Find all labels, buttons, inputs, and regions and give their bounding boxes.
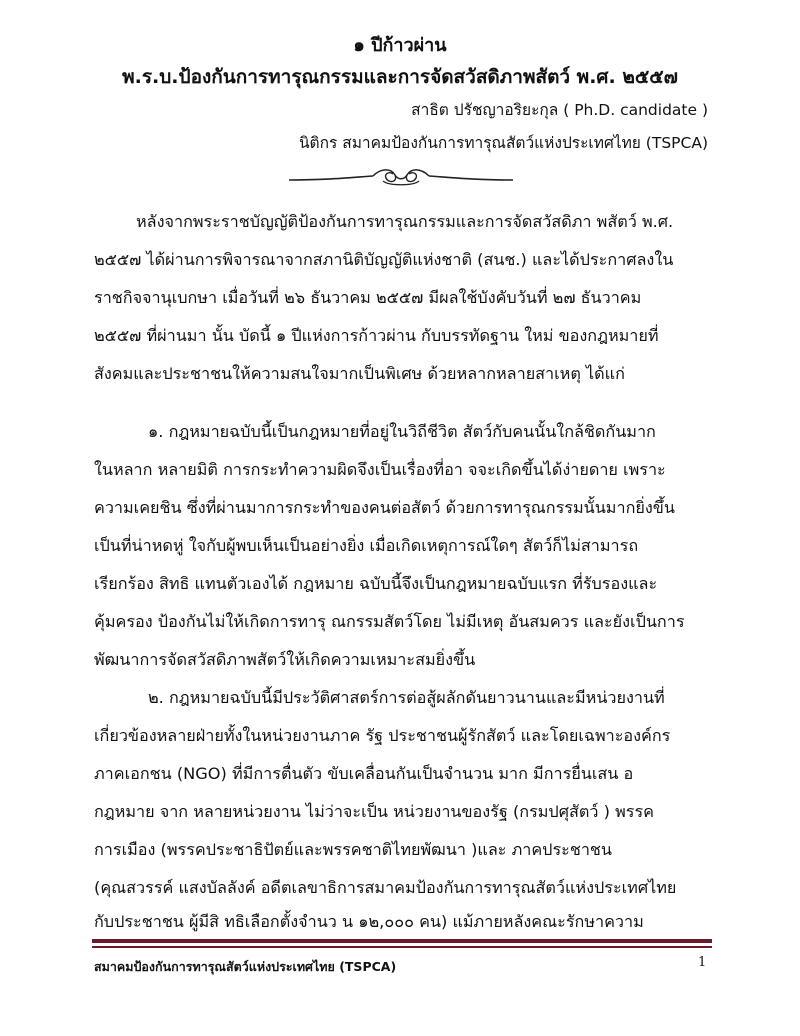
paragraph-line: การเมือง (พรรคประชาธิปัตย์และพรรคชาติไทยพัฒนา )และ ภาคประชาชน <box>94 840 612 859</box>
paragraph-line: กฎหมาย จาก หลายหน่วยงาน ไม่ว่าจะเป็น หน่วยงานของรัฐ (กรมปศุสัตว์ ) พรรค <box>94 802 654 821</box>
paragraph-line: ๑. กฎหมายฉบับนี้เป็นกฎหมายที่อยู่ในวิถีชีวิต สัตว์กับคนนั้นใกล้ชิดกันมาก <box>148 422 656 441</box>
paragraph-line: หลังจากพระราชบัญญัติป้องกันการทารุณกรรมและการจัดสวัสดิภา พสัตว์ พ.ศ. <box>136 212 674 231</box>
paragraph-line: เรียกร้อง สิทธิ แทนตัวเองได้ กฎหมาย ฉบับนี้จึงเป็นกฎหมายฉบับแรก ที่รับรองและ <box>94 574 658 593</box>
author-name: สาธิต ปรัชญาอริยะกุล ( Ph.D. candidate ) <box>411 101 708 119</box>
page-number: 1 <box>698 955 707 970</box>
footer-divider-thin <box>92 946 712 948</box>
footer-divider-thick <box>92 939 712 943</box>
document-title-line2: พ.ร.บ.ป้องกันการทารุณกรรมและการจัดสวัสดิภาพสัตว์ พ.ศ. ๒๕๕๗ <box>122 66 678 88</box>
paragraph-line: สังคมและประชาชนให้ความสนใจมากเป็นพิเศษ ด้วยหลากหลายสาเหตุ ได้แก่ <box>94 364 625 383</box>
paragraph-line: ในหลาก หลายมิติ การกระทำความผิดจึงเป็นเรื่องที่อา จจะเกิดขึ้นได้ง่ายดาย เพราะ <box>94 460 666 479</box>
paragraph-line: ๒๕๕๗ ได้ผ่านการพิจารณาจากสภานิติบัญญัติแห่งชาติ (สนช.) และได้ประกาศลงใน <box>94 250 674 269</box>
paragraph-line: พัฒนาการจัดสวัสดิภาพสัตว์ให้เกิดความเหมาะสมยิ่งขึ้น <box>94 650 476 669</box>
paragraph-line: ๒. กฎหมายฉบับนี้มีประวัติศาสตร์การต่อสู้ผลักดันยาวนานและมีหน่วยงานที่ <box>148 688 665 707</box>
author-organization: นิติกร สมาคมป้องกันการทารุณสัตว์แห่งประเทศไทย (TSPCA) <box>298 134 708 152</box>
paragraph-line: กับประชาชน ผู้มีสิ ทธิเลือกตั้งจำนว น ๑๒,๐๐๐ คน) แม้ภายหลังคณะรักษาความ <box>94 912 644 931</box>
paragraph-line: (คุณสวรรค์ แสงบัลลังค์ อดีตเลขาธิการสมาคมป้องกันการทารุณสัตว์แห่งประเทศไทย <box>94 878 677 897</box>
paragraph-line: ๒๕๕๗ ที่ผ่านมา นั้น บัดนี้ ๑ ปีแห่งการก้าวผ่าน กับบรรทัดฐาน ใหม่ ของกฎหมายที่ <box>94 326 659 345</box>
paragraph-line: เกี่ยวข้องหลายฝ่ายทั้งในหน่วยงานภาค รัฐ ประชาชนผู้รักสัตว์ และโดยเฉพาะองค์กร <box>94 726 671 745</box>
document-title-line1: ๑ ปีก้าวผ่าน <box>353 35 447 56</box>
paragraph-line: เป็นที่น่าหดหู่ ใจกับผู้พบเห็นเป็นอย่างยิ่ง เมื่อเกิดเหตุการณ์ใดๆ สัตว์ก็ไม่สามารถ <box>94 536 639 555</box>
paragraph-line: ราชกิจจานุเบกษา เมื่อวันที่ ๒๖ ธันวาคม ๒๕๕๗ มีผลใช้บังคับวันที่ ๒๗ ธันวาคม <box>94 288 642 307</box>
paragraph-line: คุ้มครอง ป้องกันไม่ให้เกิดการทารุ ณกรรมสัตว์โดย ไม่มีเหตุ อันสมควร และยังเป็นการ <box>94 612 685 631</box>
paragraph-line: ความเคยชิน ซึ่งที่ผ่านมาการกระทำของคนต่อสัตว์ ด้วยการทารุณกรรมนั้นมากยิ่งขึ้น <box>94 498 675 517</box>
paragraph-line: ภาคเอกชน (NGO) ที่มีการตื่นตัว ขับเคลื่อนกันเป็นจำนวน มาก มีการยื่นเสน อ <box>94 764 634 783</box>
footer-organization: สมาคมป้องกันการทารุณสัตว์แห่งประเทศไทย (TSPCA) <box>94 959 397 974</box>
decorative-flourish-divider <box>285 162 517 192</box>
